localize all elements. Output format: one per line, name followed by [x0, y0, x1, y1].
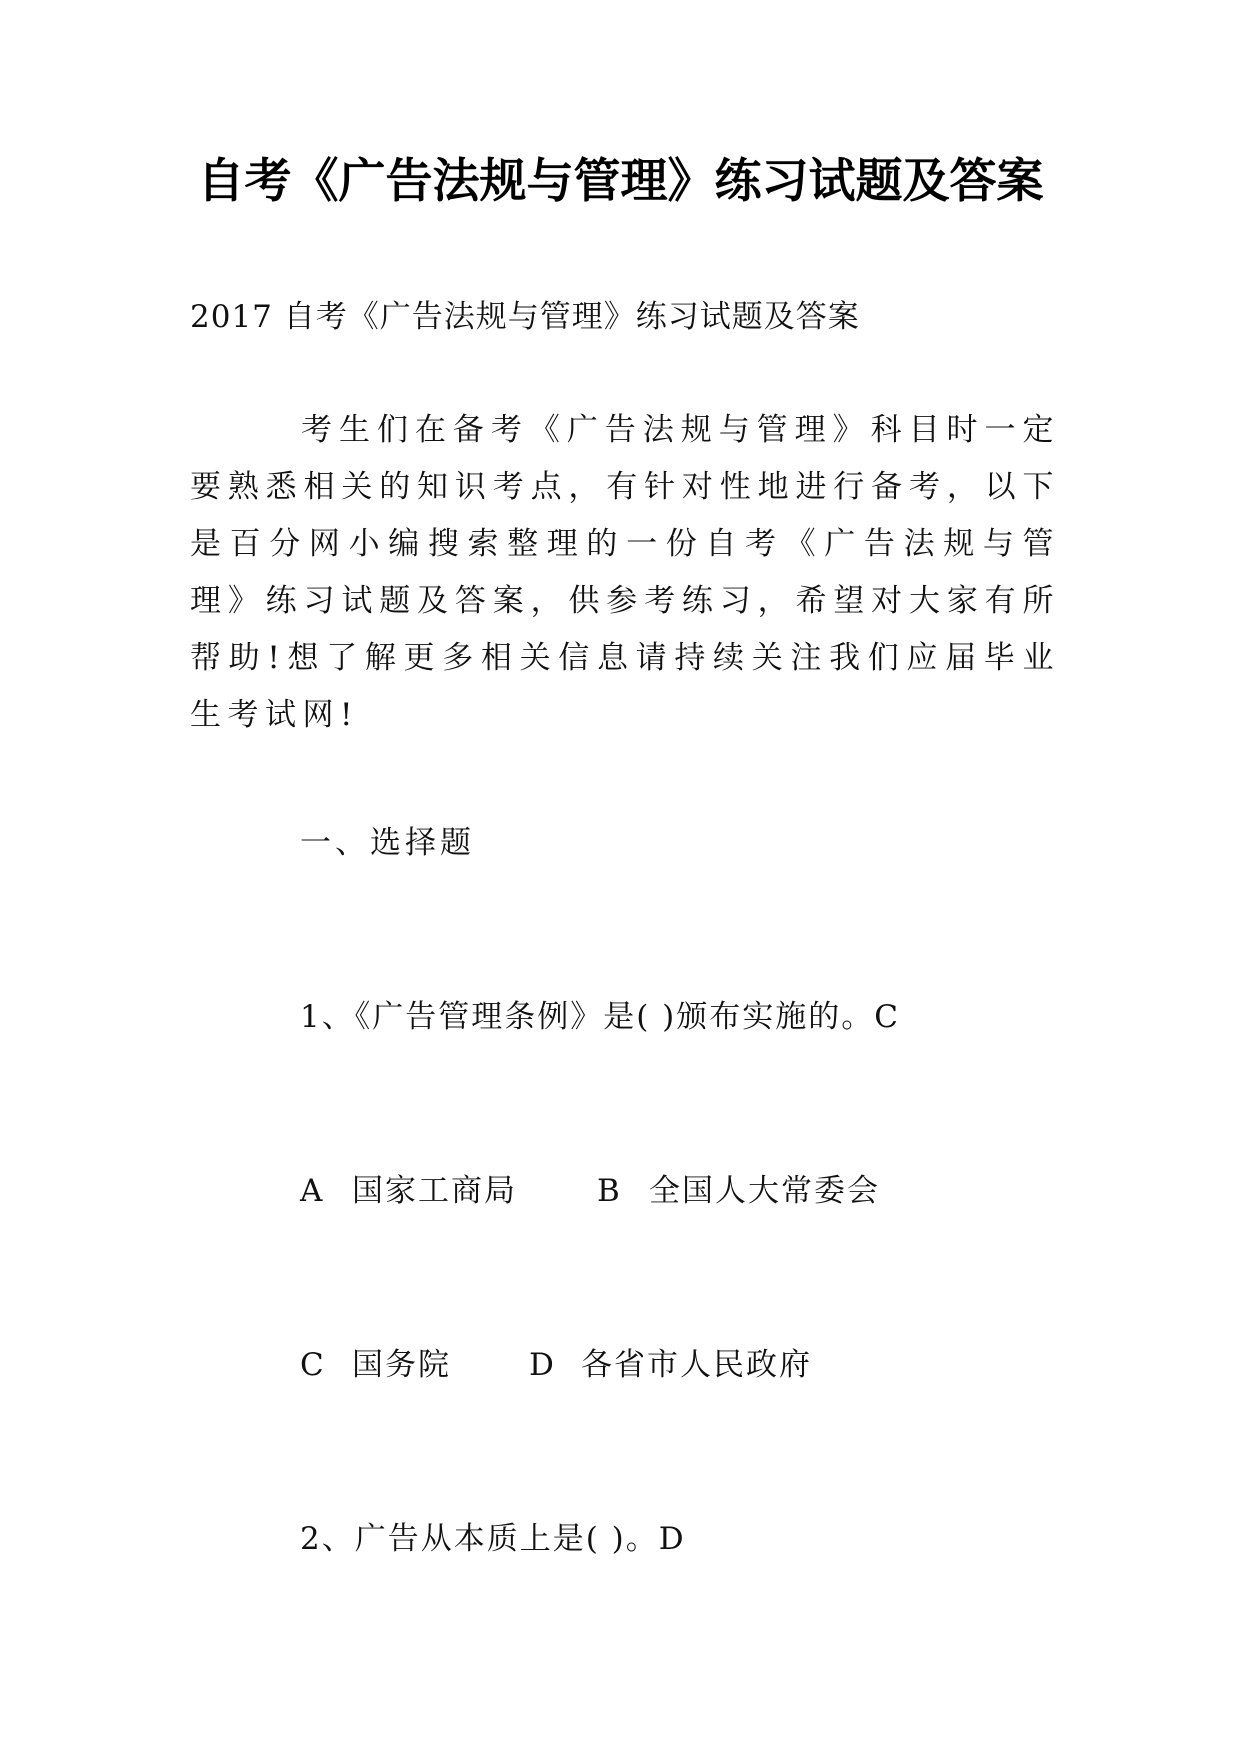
option-b-label: B	[597, 1173, 622, 1209]
option-a-text: 国家工商局	[352, 1173, 517, 1209]
intro-paragraph: 考生们在备考《广告法规与管理》科目时一定要熟悉相关的知识考点，有针对性地进行备考，以下是百分网小编搜索整理的一份自考《广告法规与管理》练习试题及答案，供参考练习，希望对大家有所帮助!想了解更多相关信息请持续关注我们应届毕业生考试网!	[190, 412, 1060, 733]
option-b-text: 全国人大常委会	[649, 1173, 880, 1209]
question-1-options-row-1	[300, 1171, 880, 1211]
option-a-label: A	[300, 1173, 325, 1209]
option-c-text: 国务院	[352, 1347, 451, 1383]
section-heading: 一、选择题	[300, 825, 475, 861]
option-c-label: C	[300, 1347, 326, 1383]
option-d-text: 各省市人民政府	[581, 1347, 812, 1383]
question-1-text: 1、《广告管理条例》是( )颁布实施的。C	[300, 999, 900, 1035]
question-2-text: 2、广告从本质上是( )。D	[300, 1521, 686, 1557]
option-d-label: D	[529, 1347, 556, 1383]
document-title: 自考《广告法规与管理》练习试题及答案	[197, 154, 1044, 209]
question-1-options-row-2	[300, 1345, 812, 1385]
document-subtitle: 2017 自考《广告法规与管理》练习试题及答案	[190, 299, 860, 335]
